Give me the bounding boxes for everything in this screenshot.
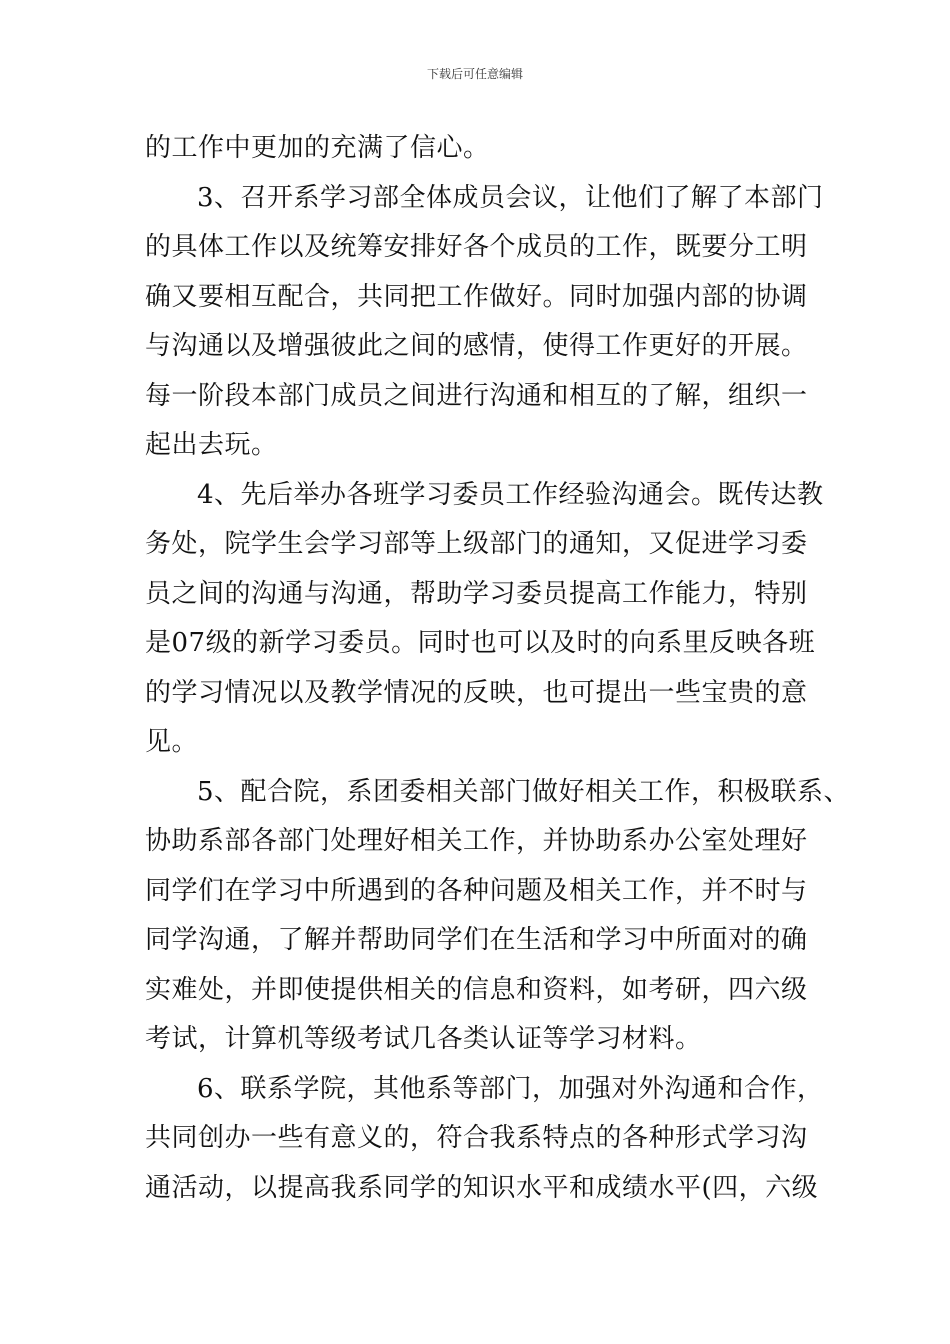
page-header: 下载后可任意编辑 [426, 67, 523, 81]
text-line: 务处，院学生会学习部等上级部门的通知，又促进学习委 [145, 529, 808, 559]
text-line: 员之间的沟通与沟通，帮助学习委员提高工作能力，特别 [145, 578, 808, 609]
text-line: 共同创办一些有意义的，符合我系特点的各种形式学习沟 [145, 1123, 808, 1153]
text-line: 每一阶段本部门成员之间进行沟通和相互的了解，组织一 [145, 380, 808, 411]
text-line: 3、召开系学习部全体成员会议，让他们了解了本部门 [197, 182, 824, 213]
text-line: 的工作中更加的充满了信心。 [145, 133, 490, 163]
text-line: 同学们在学习中所遇到的各种问题及相关工作，并不时与 [145, 875, 808, 906]
text-line: 6、联系学院，其他系等部门，加强对外沟通和合作， [197, 1073, 824, 1104]
text-line: 与沟通以及增强彼此之间的感情，使得工作更好的开展。 [145, 331, 808, 361]
text-line: 起出去玩。 [145, 430, 278, 460]
text-line: 确又要相互配合，共同把工作做好。同时加强内部的协调 [145, 281, 808, 312]
text-line: 的学习情况以及教学情况的反映，也可提出一些宝贵的意 [145, 677, 808, 708]
text-line: 4、先后举办各班学习委员工作经验沟通会。既传达教 [197, 479, 824, 510]
text-line: 实难处，并即使提供相关的信息和资料，如考研，四六级 [145, 974, 808, 1005]
text-line: 是07级的新学习委员。同时也可以及时的向系里反映各班 [145, 628, 816, 658]
text-line: 同学沟通，了解并帮助同学们在生活和学习中所面对的确 [145, 925, 808, 955]
text-line: 考试，计算机等级考试几各类认证等学习材料。 [145, 1024, 702, 1054]
text-line: 5、配合院，系团委相关部门做好相关工作，积极联系、 [197, 776, 851, 807]
document-body [145, 124, 851, 1213]
text-line: 见。 [145, 727, 199, 757]
text-line: 的具体工作以及统筹安排好各个成员的工作，既要分工明 [145, 232, 808, 262]
text-line: 通活动，以提高我系同学的知识水平和成绩水平(四，六级 [145, 1172, 819, 1203]
text-line: 协助系部各部门处理好相关工作，并协助系办公室处理好 [145, 826, 808, 856]
